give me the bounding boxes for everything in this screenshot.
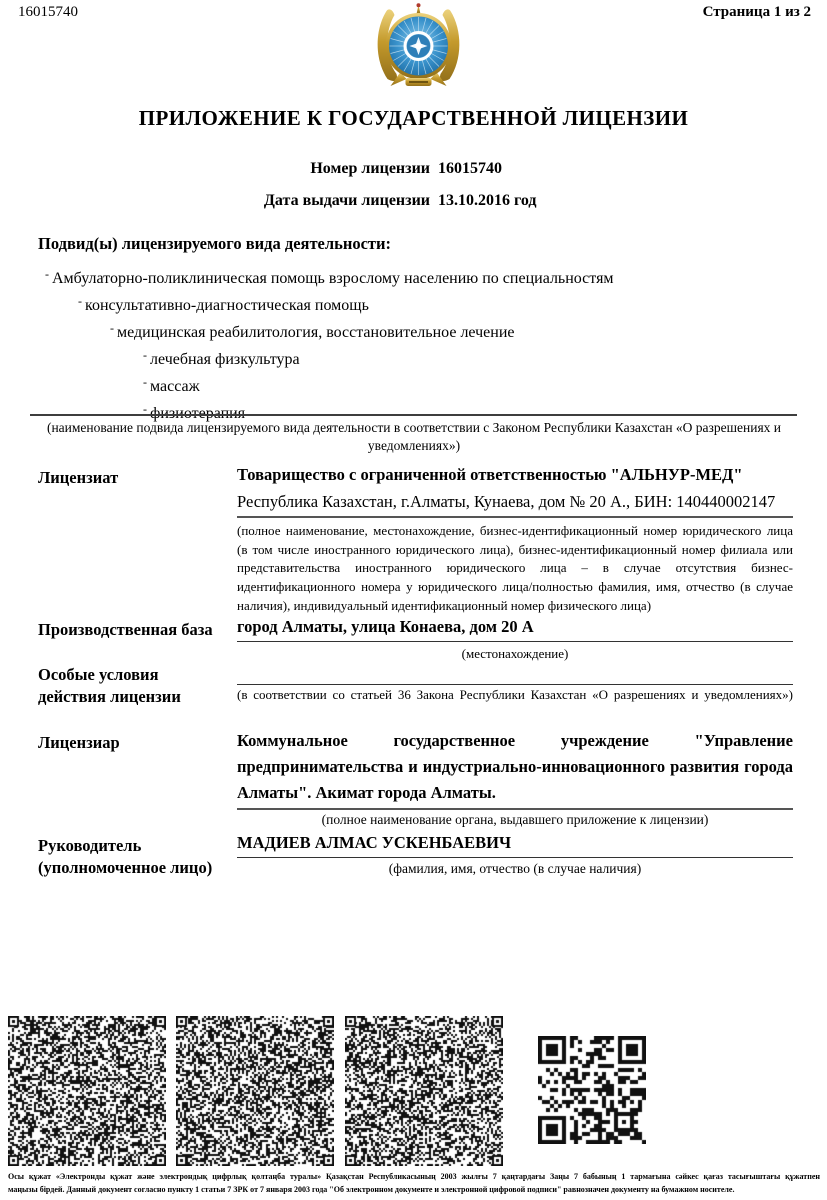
- head-person-label-line2: (уполномоченное лицо): [38, 858, 213, 877]
- dash-marker: -: [143, 402, 147, 416]
- production-base-value: город Алматы, улица Конаева, дом 20 А: [237, 617, 793, 642]
- subtype-item-text: лечебная физкультура: [150, 351, 300, 368]
- signature-barcode-3-icon: [345, 1016, 503, 1166]
- qr-code-icon: [538, 1036, 646, 1144]
- subtype-item-text: массаж: [150, 378, 200, 395]
- license-date-value: 13.10.2016 год: [438, 192, 537, 209]
- licensor-label: Лицензиар: [38, 733, 120, 752]
- subtype-item-text: Амбулаторно-поликлиническая помощь взрослому населению по специальностям: [52, 270, 614, 287]
- subtype-item: [45, 261, 827, 288]
- licensee-address: Республика Казахстан, г.Алматы, Кунаева, дом № 20 А., БИН: 140440002147: [237, 492, 776, 511]
- subtype-list: [0, 261, 827, 423]
- head-person-caption: (фамилия, имя, отчество (в случае наличия): [388, 861, 642, 876]
- dash-marker: -: [78, 294, 82, 308]
- special-conditions-label: [38, 664, 234, 708]
- license-date-row: [0, 192, 827, 210]
- license-number-row: [0, 160, 827, 178]
- subtype-item-text: консультативно-диагностическая помощь: [85, 297, 369, 314]
- subtype-item: [78, 288, 827, 315]
- licensee-caption: (полное наименование, местонахождение, бизнес-идентификационный номер юридического лица (в том числе иностранного юридического лица), бизнес-идентификационный номер филиала или представительства иностранного юридического лица – в случае отсутствия бизнес-идентификационного номера у юридического лица/полностью фамилия, имя, отчество (в случае наличия), индивидуальный идентификационный номер физического лица): [237, 516, 793, 616]
- legal-footer-line1: Осы құжат «Электронды құжат және электрондық цифрлық қолтаңба туралы» Қазақстан Республикасының 2003 жылғы 7 қаңтардағы Заңы 7 бабының 1 тармағына сәйкес қағаз тасығыштағы құжатпен: [8, 1172, 820, 1181]
- page-title: ПРИЛОЖЕНИЕ К ГОСУДАРСТВЕННОЙ ЛИЦЕНЗИИ: [138, 106, 689, 130]
- license-date-label: Дата выдачи лицензии: [263, 192, 430, 209]
- kazakhstan-coat-of-arms-icon: [371, 2, 466, 88]
- divider-line: [30, 414, 797, 416]
- subtype-item: [143, 369, 827, 396]
- license-number-label: Номер лицензии: [310, 160, 430, 177]
- subtypes-footnote: (наименование подвида лицензируемого вида деятельности в соответствии с Законом Республики Казахстан «О разрешениях и уведомлениях»): [46, 420, 782, 453]
- special-conditions-caption: (в соответствии со статьей 36 Закона Республики Казахстан «О разрешениях и уведомлениях»): [237, 687, 793, 702]
- licensor-caption: (полное наименование органа, выдавшего приложение к лицензии): [321, 812, 709, 827]
- subtype-item: [110, 315, 827, 342]
- licensee-label: Лицензиат: [38, 468, 119, 487]
- doc-number: 16015740: [18, 4, 78, 20]
- signature-barcode-1-icon: [8, 1016, 166, 1166]
- dash-marker: -: [45, 267, 49, 281]
- legal-footer: [8, 1171, 820, 1197]
- special-conditions-label-line1: Особые условия: [38, 665, 159, 684]
- head-person-label: [38, 835, 234, 879]
- dash-marker: -: [110, 321, 114, 335]
- subtype-item-text: медицинская реабилитология, восстановительное лечение: [117, 324, 515, 341]
- license-number-value: 16015740: [438, 160, 502, 177]
- legal-footer-line2: маңызы бірдей. Данный документ согласно пункту 1 статьи 7 ЗРК от 7 января 2003 года "Об электронном документе и электронной цифровой подписи" равнозначен документу на бумажном носителе.: [8, 1184, 735, 1194]
- head-person-label-line1: Руководитель: [38, 836, 142, 855]
- production-base-label: Производственная база: [38, 620, 213, 639]
- dash-marker: -: [143, 348, 147, 362]
- production-base-caption: (местонахождение): [461, 646, 569, 661]
- subtype-item-text: физиотерапия: [150, 405, 246, 422]
- licensee-name: Товарищество с ограниченной ответственностью "АЛЬНУР-МЕД": [237, 465, 743, 484]
- signature-barcode-2-icon: [176, 1016, 334, 1166]
- special-conditions-label-line2: действия лицензии: [38, 687, 181, 706]
- licensor-value: Коммунальное государственное учреждение "Управление предпринимательства и индустриально-инновационного развития города Алматы". Акимат города Алматы.: [237, 728, 793, 810]
- page-indicator: Страница 1 из 2: [702, 4, 811, 20]
- subtypes-heading: Подвид(ы) лицензируемого вида деятельности:: [38, 234, 392, 253]
- dash-marker: -: [143, 375, 147, 389]
- head-person-value: МАДИЕВ АЛМАС УСКЕНБАЕВИЧ: [237, 833, 793, 858]
- special-conditions-blank-line: [237, 664, 793, 685]
- subtype-item: [143, 342, 827, 369]
